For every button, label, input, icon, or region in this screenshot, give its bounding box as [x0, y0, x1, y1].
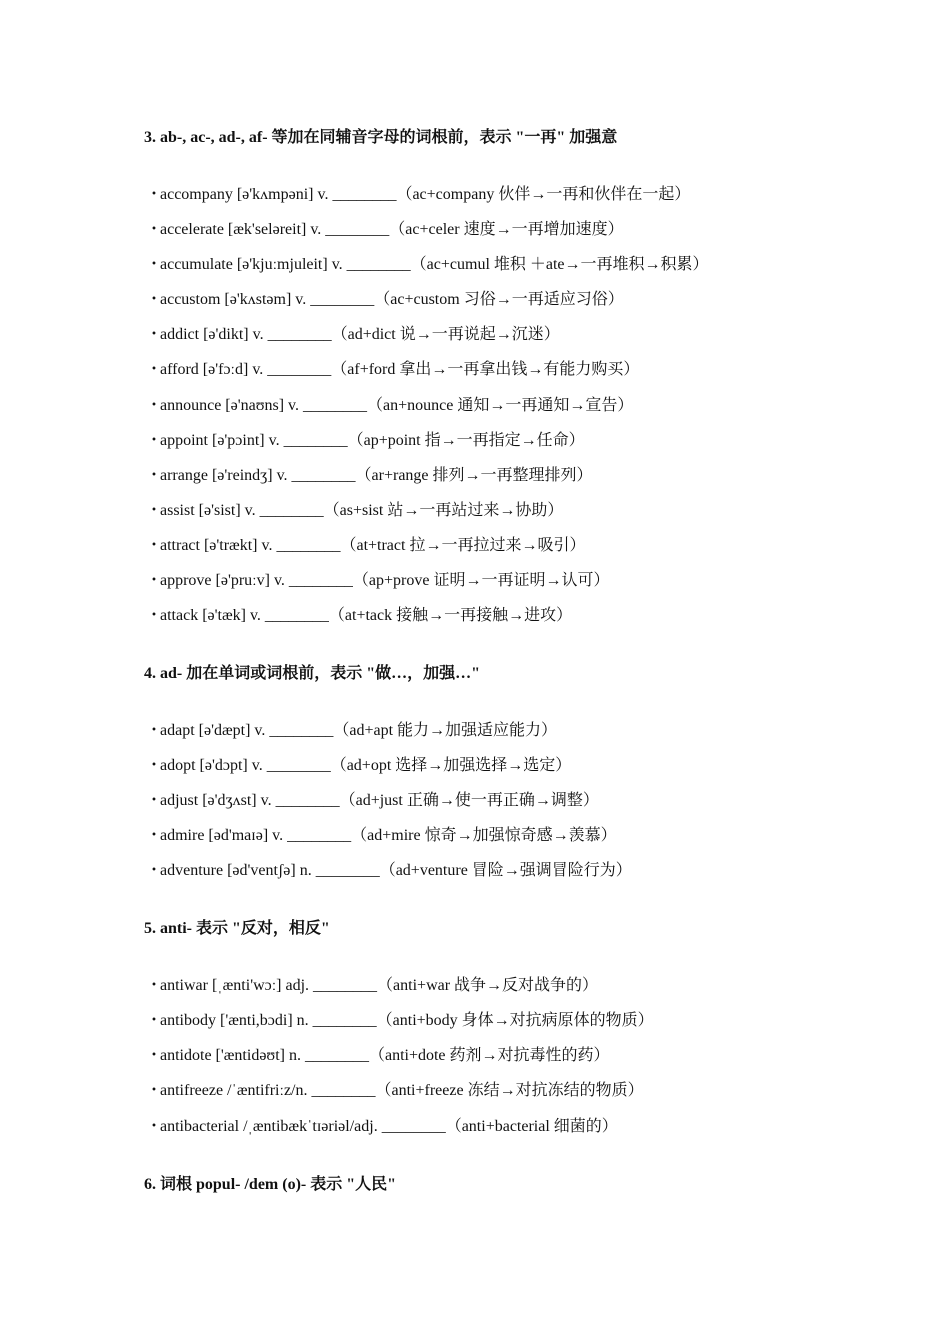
bullet: ・ — [146, 502, 163, 519]
entry-text: accompany [ə'kʌmpəni] v. ________（ac+company 伙伴→一再和伙伴在一起） — [160, 186, 691, 203]
bullet: ・ — [146, 572, 163, 589]
list-item — [146, 571, 609, 591]
entry-text: appoint [ə'pɔint] v. ________（ap+point 指→一再指定→任命） — [160, 432, 585, 449]
entry-text: antibacterial /ˌæntibækˈtɪəriəl/adj. ________（anti+bacterial 细菌的） — [160, 1118, 618, 1135]
list-item — [146, 826, 617, 846]
list-item — [146, 290, 624, 310]
entry-text: antibody ['ænti,bɔdi] n. ________（anti+body 身体→对抗病原体的物质） — [160, 1012, 654, 1029]
entry-text: adopt [ə'dɔpt] v. ________（ad+opt 选择→加强选择→选定） — [160, 757, 572, 774]
bullet: ・ — [146, 256, 163, 273]
list-item — [146, 325, 560, 345]
entry-text: adventure [əd'ventʃə] n. ________（ad+venture 冒险→强调冒险行为） — [160, 862, 632, 879]
bullet: ・ — [146, 361, 163, 378]
bullet: ・ — [146, 186, 163, 203]
entry-text: accustom [ə'kʌstəm] v. ________（ac+custom 习俗→一再适应习俗） — [160, 291, 624, 308]
list-item — [146, 220, 624, 240]
list-item — [146, 1081, 644, 1101]
entry-text: accumulate [ə'kjuːmjuleit] v. ________（ac+cumul 堆积 ＋ate→一再堆积→积累） — [160, 256, 709, 273]
bullet: ・ — [146, 432, 163, 449]
entry-text: accelerate [æk'seləreit] v. ________（ac+celer 速度→一再增加速度） — [160, 221, 624, 238]
bullet: ・ — [146, 1082, 163, 1099]
list-item — [146, 756, 571, 776]
list-item — [146, 536, 585, 556]
bullet: ・ — [146, 722, 163, 739]
entry-text: antidote ['æntidəʊt] n. ________（anti+dote 药剂→对抗毒性的药） — [160, 1047, 610, 1064]
entry-text: assist [ə'sist] v. ________（as+sist 站→一再站过来→协助） — [160, 502, 564, 519]
list-item — [146, 791, 599, 811]
list-item — [146, 501, 563, 521]
bullet: ・ — [146, 467, 163, 484]
list-item — [146, 466, 593, 486]
list-item — [146, 606, 572, 626]
bullet: ・ — [146, 1047, 163, 1064]
entry-text: announce [ə'naʊns] v. ________（an+nounce 通知→一再通知→宣告） — [160, 397, 634, 414]
entry-text: attract [ə'trækt] v. ________（at+tract 拉→一再拉过来→吸引） — [160, 537, 586, 554]
section-3-heading: 3. ab-, ac-, ad-, af- 等加在同辅音字母的词根前，表示 "一再" 加强意 — [144, 129, 618, 146]
bullet: ・ — [146, 326, 163, 343]
list-item — [146, 431, 585, 451]
bullet: ・ — [146, 862, 163, 879]
bullet: ・ — [146, 397, 163, 414]
bullet: ・ — [146, 607, 163, 624]
entry-text: addict [ə'dikt] v. ________（ad+dict 说→一再说起→沉迷） — [160, 326, 560, 343]
section-4-heading: 4. ad- 加在单词或词根前，表示 "做…，加强…" — [144, 665, 480, 682]
bullet: ・ — [146, 291, 163, 308]
bullet: ・ — [146, 827, 163, 844]
section-5-heading: 5. anti- 表示 "反对，相反" — [144, 920, 330, 937]
entry-text: antiwar [ˌænti'wɔː] adj. ________（anti+war 战争→反对战争的） — [160, 977, 599, 994]
entry-text: afford [ə'fɔːd] v. ________（af+ford 拿出→一再拿出钱→有能力购买） — [160, 361, 640, 378]
list-item — [146, 255, 709, 275]
bullet: ・ — [146, 221, 163, 238]
bullet: ・ — [146, 1118, 163, 1135]
list-item — [146, 976, 598, 996]
list-item — [146, 396, 633, 416]
bullet: ・ — [146, 537, 163, 554]
bullet: ・ — [146, 1012, 163, 1029]
bullet: ・ — [146, 757, 163, 774]
entry-text: adjust [ə'dʒʌst] v. ________（ad+just 正确→使一再正确→调整） — [160, 792, 599, 809]
entry-text: admire [əd'maɪə] v. ________（ad+mire 惊奇→加强惊奇感→羡慕） — [160, 827, 617, 844]
bullet: ・ — [146, 792, 163, 809]
list-item — [146, 861, 632, 881]
entry-text: antifreeze /ˈæntifriːz/n. ________（anti+freeze 冻结→对抗冻结的物质） — [160, 1082, 644, 1099]
list-item — [146, 1046, 610, 1066]
list-item — [146, 1117, 618, 1137]
list-item — [146, 360, 639, 380]
entry-text: attack [ə'tæk] v. ________（at+tack 接触→一再接触→进攻） — [160, 607, 573, 624]
section-6-heading: 6. 词根 popul- /dem (o)- 表示 "人民" — [144, 1176, 396, 1193]
list-item — [146, 721, 557, 741]
list-item — [146, 185, 690, 205]
entry-text: adapt [ə'dæpt] v. ________（ad+apt 能力→加强适应能力） — [160, 722, 558, 739]
entry-text: approve [ə'pruːv] v. ________（ap+prove 证明→一再证明→认可） — [160, 572, 610, 589]
list-item — [146, 1011, 654, 1031]
entry-text: arrange [ə'reindʒ] v. ________（ar+range 排列→一再整理排列） — [160, 467, 593, 484]
bullet: ・ — [146, 977, 163, 994]
